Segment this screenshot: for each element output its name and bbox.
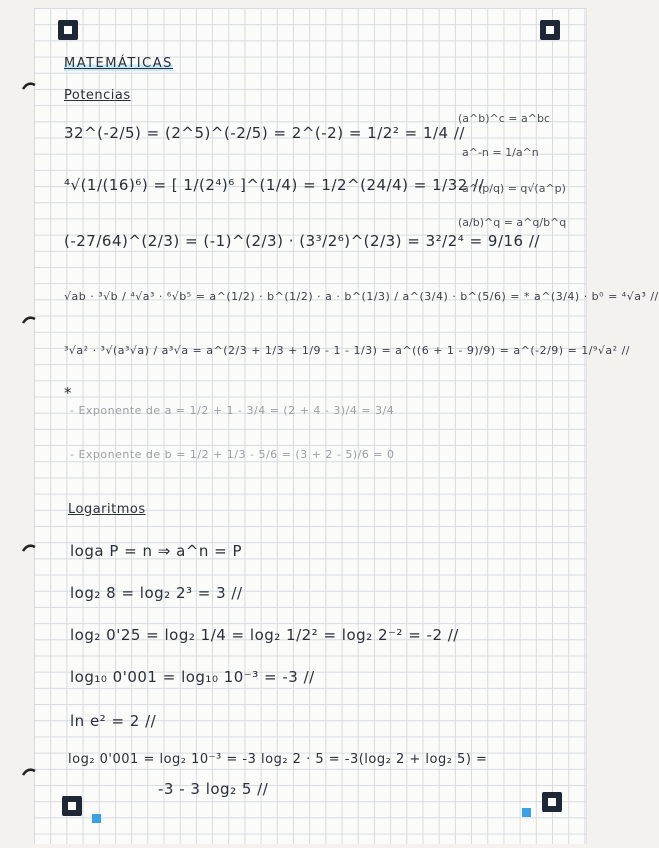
corner-marker	[540, 20, 560, 40]
blue-square-marker	[522, 808, 531, 817]
log-example-1: log₂ 8 = log₂ 2³ = 3 //	[70, 584, 243, 602]
section-heading-potencias: Potencias	[64, 88, 131, 103]
equation-1: 32^(-2/5) = (2^5)^(-2/5) = 2^(-2) = 1/2² = 1/4 //	[64, 124, 465, 142]
log-definition: loga P = n ⇒ a^n = P	[70, 542, 243, 560]
blue-square-marker	[92, 814, 101, 823]
log-example-4: ln e² = 2 //	[70, 712, 157, 730]
corner-marker	[62, 796, 82, 816]
binder-hole	[22, 540, 36, 552]
side-rule-4: (a/b)^q = a^q/b^q	[458, 216, 567, 229]
corner-marker	[58, 20, 78, 40]
binder-hole	[22, 312, 36, 324]
section-heading-logaritmos: Logaritmos	[68, 502, 146, 517]
side-rule-3: a^(p/q) = q√(a^p)	[462, 182, 566, 195]
footnote-star: *	[64, 384, 72, 402]
log-example-2: log₂ 0'25 = log₂ 1/4 = log₂ 1/2² = log₂ 2⁻² = -2 //	[70, 626, 459, 644]
log-example-3: log₁₀ 0'001 = log₁₀ 10⁻³ = -3 //	[70, 668, 315, 686]
exponent-b-note: - Exponente de b = 1/2 + 1/3 - 5/6 = (3 + 2 - 5)/6 = 0	[70, 448, 395, 461]
binder-hole	[22, 764, 36, 776]
side-rule-2: a^-n = 1/a^n	[462, 146, 539, 159]
equation-2: ⁴√(1/(16)⁶) = [ 1/(2⁴)⁶ ]^(1/4) = 1/2^(24/4) = 1/32 //	[64, 176, 485, 194]
equation-5: ³√a² · ³√(a³√a) / a³√a = a^(2/3 + 1/3 + 1/9 - 1 - 1/3) = a^((6 + 1 - 9)/9) = a^(-2/9) = 1/⁹√a² //	[64, 344, 630, 357]
side-rule-1: (a^b)^c = a^bc	[458, 112, 550, 125]
exponent-a-note: - Exponente de a = 1/2 + 1 - 3/4 = (2 + 4 - 3)/4 = 3/4	[70, 404, 395, 417]
log-example-5: log₂ 0'001 = log₂ 10⁻³ = -3 log₂ 2 · 5 = -3(log₂ 2 + log₂ 5) =	[68, 752, 488, 767]
equation-4: √ab · ³√b / ⁴√a³ · ⁶√b⁵ = a^(1/2) · b^(1/2) · a · b^(1/3) / a^(3/4) · b^(5/6) = * a^(3/4) · b⁰ = ⁴√a³ //	[64, 290, 659, 303]
page-heading-text: MATEMÁTICAS	[64, 56, 173, 71]
equation-3: (-27/64)^(2/3) = (-1)^(2/3) · (3³/2⁶)^(2/3) = 3²/2⁴ = 9/16 //	[64, 232, 540, 250]
binder-hole	[22, 78, 36, 90]
corner-marker	[542, 792, 562, 812]
page-heading	[64, 56, 173, 71]
log-example-5-continued: -3 - 3 log₂ 5 //	[158, 780, 269, 798]
